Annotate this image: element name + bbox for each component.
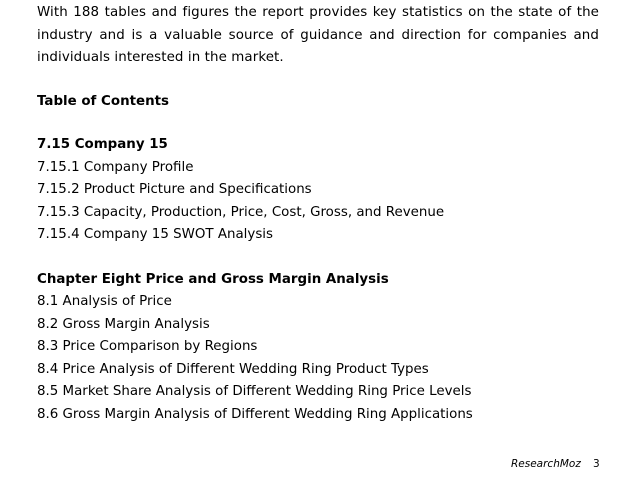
toc-item: 8.5 Market Share Analysis of Different Wedding Ring Price Levels xyxy=(37,384,472,399)
footer-brand: ResearchMoz xyxy=(511,458,581,470)
toc-item: 7.15.4 Company 15 SWOT Analysis xyxy=(37,227,273,242)
toc-item: 8.6 Gross Margin Analysis of Different Wedding Ring Applications xyxy=(37,406,473,422)
toc-item: 8.4 Price Analysis of Different Wedding Ring Product Types xyxy=(37,361,429,377)
intro-paragraph: With 188 tables and figures the report provides key statistics on the state of the industry and is a valuable source of guidance and direction for companies and individuals interested in the market. xyxy=(37,5,599,65)
toc-item: 8.3 Price Comparison by Regions xyxy=(37,339,258,354)
section-title: 7.15 Company 15 xyxy=(37,137,168,152)
toc-item: 8.1 Analysis of Price xyxy=(37,294,172,309)
toc-heading: Table of Contents xyxy=(37,93,169,109)
toc-item: 7.15.3 Capacity, Production, Price, Cost, Gross, and Revenue xyxy=(37,204,445,220)
section-title: Chapter Eight Price and Gross Margin Analysis xyxy=(37,271,389,287)
toc-item: 8.2 Gross Margin Analysis xyxy=(37,316,210,332)
section-company-15 xyxy=(37,134,599,247)
section-chapter-eight xyxy=(37,269,599,427)
toc-item: 7.15.1 Company Profile xyxy=(37,159,194,175)
document-page xyxy=(37,0,599,426)
page-number: 3 xyxy=(593,458,600,470)
toc-item: 7.15.2 Product Picture and Specifications xyxy=(37,182,312,197)
